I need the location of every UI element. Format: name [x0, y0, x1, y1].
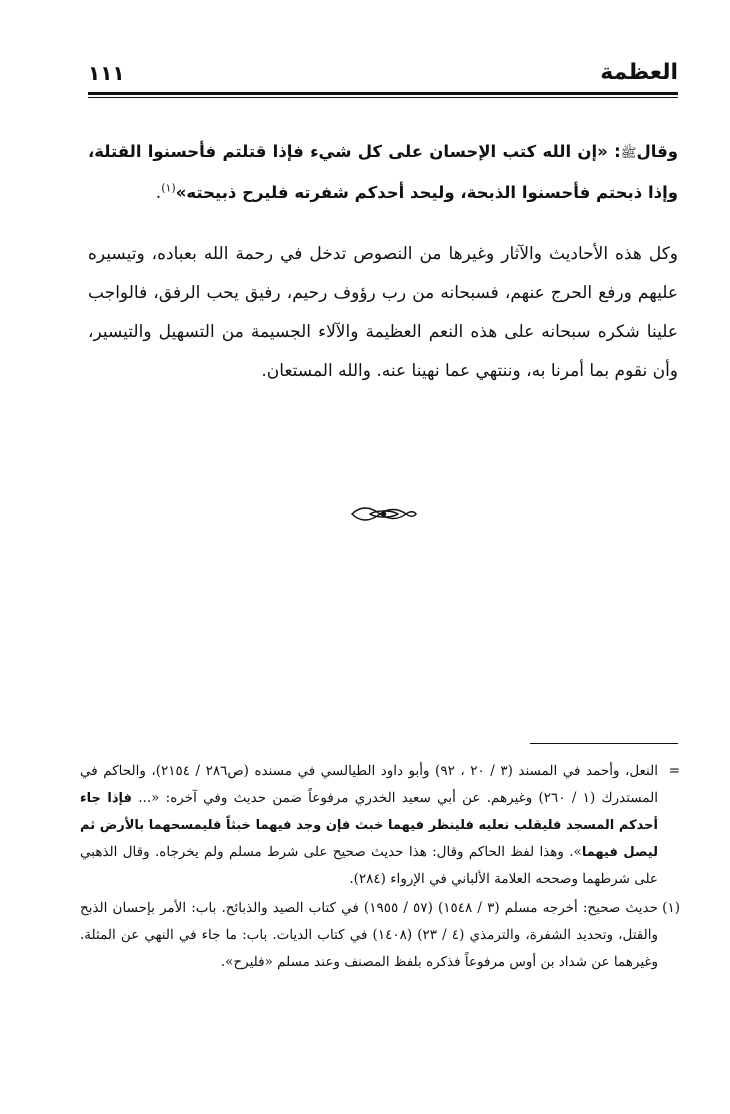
footnote-separator: [530, 743, 678, 744]
hadith-colon: :: [607, 142, 621, 161]
paragraph-hadith: [88, 132, 678, 213]
running-header: [88, 56, 678, 90]
running-title: العظمة: [600, 60, 678, 85]
main-text: [88, 132, 678, 391]
header-rule-thin: [88, 97, 678, 98]
footnote-continuation-marker: =: [668, 763, 680, 779]
hadith-end: .: [155, 183, 162, 203]
footnote-1-text: حديث صحيح: أخرجه مسلم (٣ / ١٥٤٨) (٥٧ / ١٩٥٥) في كتاب الصيد والذبائح. باب: الأمر بإحسان الذبح والقتل، وتحديد الشفرة، والترمذي (٤ / ٢٣) (١٤٠٨) في كتاب الديات. باب: ما جاء في النهي عن المثلة. وغيرهما عن شداد بن أوس مرفوعاً فذكره بلفظ المصنف وعند مسلم «فليرح».: [80, 900, 659, 970]
paragraph-commentary: وكل هذه الأحاديث والآثار وغيرها من النصوص تدخل في رحمة الله بعباده، وتيسيره عليهم ورفع الحرج عنهم، فسبحانه من رب رؤوف رحيم، رفيق يحب الرفق، فالواجب علينا شكره سبحانه على هذه النعم العظيمة والآلاء الجسيمة من التسهيل والتيسير، وأن نقوم بما أمرنا به، وننتهي عما نهينا عنه. والله المستعان.: [88, 244, 678, 381]
footnotes-section: [80, 758, 680, 978]
floral-divider-icon: [350, 503, 418, 525]
footnote-1-marker: (١): [662, 900, 680, 916]
hadith-lead: وقال: [636, 142, 679, 161]
salutation-symbol: ﷺ: [620, 146, 637, 161]
footnote-continuation-text-a: النعل، وأحمد في المسند (٣ / ٢٠ ، ٩٢) وأبو داود الطيالسي في مسنده (ص٢٨٦ / ٢١٥٤)، والحاكم في المستدرك (١ / ٢٦٠) وغيرهم. عن أبي سعيد الخدري مرفوعاً ضمن حديث وفي آخره: «...: [80, 763, 659, 806]
footnote-continuation-quote: فإذا جاء أحدكم المسجد فليقلب نعليه فلينظر فيهما خبث فإن وجد فيهما خبثاً فليمسحهما بالأرض ثم ليصل فيهما: [80, 791, 658, 860]
page-number: ١١١: [88, 61, 125, 85]
footnote-continuation-text-b: ». وهذا لفظ الحاكم وقال: هذا حديث صحيح على شرط مسلم ولم يخرجاه. وقال الذهبي على شرطهما وصححه العلامة الألباني في الإرواء (٢٨٤).: [80, 844, 658, 887]
footnote-continuation: [80, 758, 680, 893]
header-rule-thick: [88, 92, 678, 95]
footnote-ref-1[interactable]: (١): [161, 181, 176, 195]
footnote-1: [80, 895, 680, 976]
hadith-text: «إن الله كتب الإحسان على كل شيء فإذا قتلتم فأحسنوا القتلة، وإذا ذبحتم فأحسنوا الذبحة، وليحد أحدكم شفرته فليرح ذبيحته»: [88, 142, 678, 202]
